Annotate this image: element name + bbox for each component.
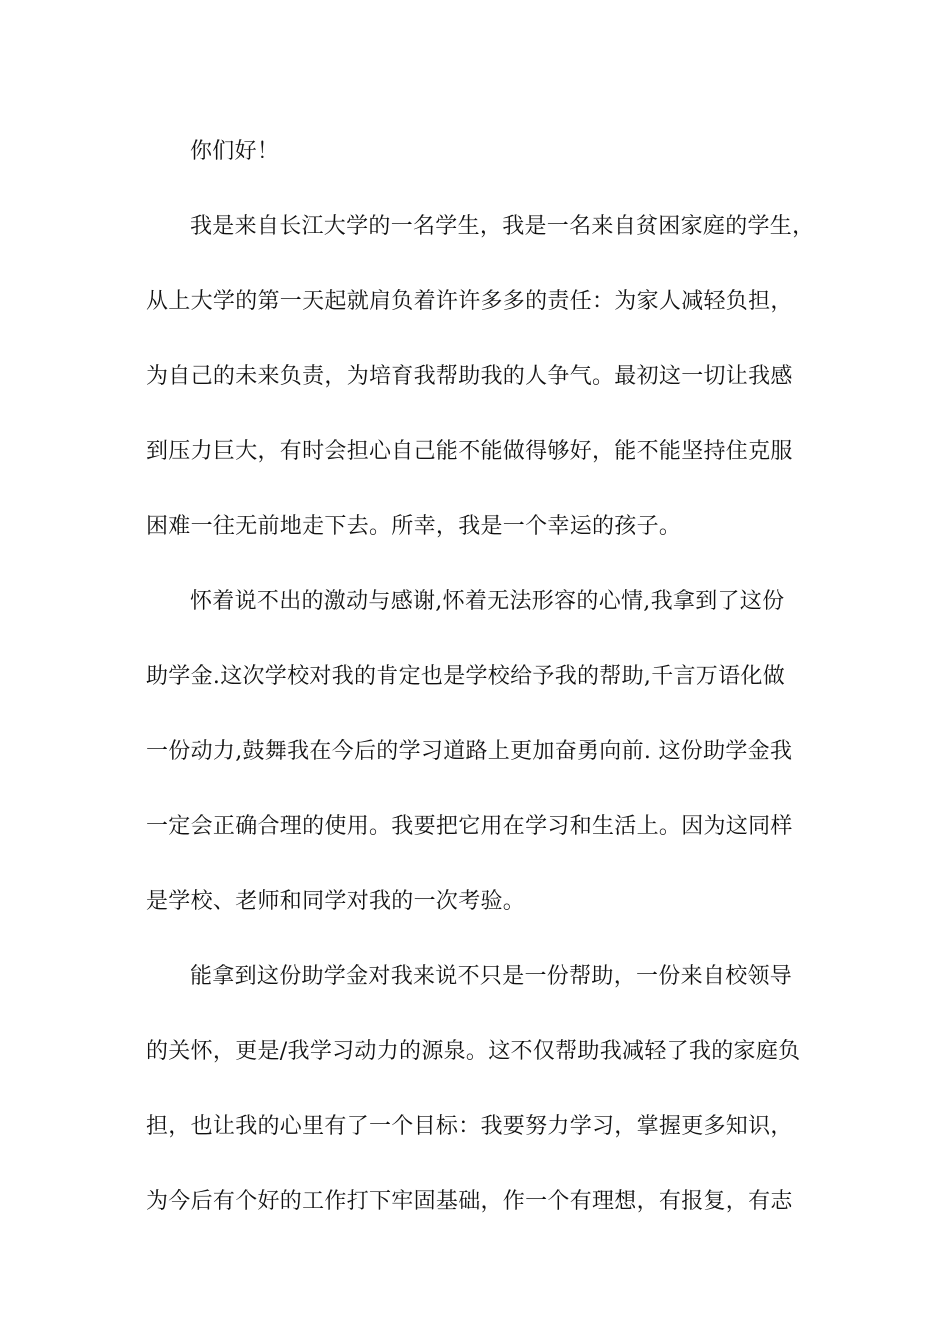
paragraph-2-line-4: 一定会正确合理的使用。我要把它用在学习和生活上。因为这同样 bbox=[146, 814, 793, 839]
paragraph-2-line-2: 助学金.这次学校对我的肯定也是学校给予我的帮助,千言万语化做 bbox=[146, 664, 785, 689]
paragraph-2-line-3: 一份动力,鼓舞我在今后的学习道路上更加奋勇向前. 这份助学金我 bbox=[146, 739, 793, 764]
paragraph-1-line-3: 为自己的未来负责，为培育我帮助我的人争气。最初这一切让我感 bbox=[146, 364, 793, 389]
greeting-line: 你们好！ bbox=[190, 139, 280, 164]
paragraph-3-line-4: 为今后有个好的工作打下牢固基础，作一个有理想，有报复，有志 bbox=[146, 1189, 793, 1214]
paragraph-3-line-2: 的关怀，更是/我学习动力的源泉。这不仅帮助我减轻了我的家庭负 bbox=[146, 1039, 801, 1064]
paragraph-2-line-5: 是学校、老师和同学对我的一次考验。 bbox=[146, 889, 526, 914]
paragraph-1-line-4: 到压力巨大，有时会担心自己能不能做得够好，能不能坚持住克服 bbox=[146, 439, 793, 464]
paragraph-3-line-3: 担，也让我的心里有了一个目标：我要努力学习，掌握更多知识， bbox=[146, 1114, 793, 1139]
paragraph-1-line-1: 我是来自长江大学的一名学生，我是一名来自贫困家庭的学生， bbox=[190, 214, 815, 239]
paragraph-1-line-5: 困难一往无前地走下去。所幸，我是一个幸运的孩子。 bbox=[146, 514, 682, 539]
paragraph-1-line-2: 从上大学的第一天起就肩负着许许多多的责任：为家人减轻负担， bbox=[146, 289, 793, 314]
paragraph-2-line-1: 怀着说不出的激动与感谢,怀着无法形容的心情,我拿到了这份 bbox=[190, 589, 785, 614]
paragraph-3-line-1: 能拿到这份助学金对我来说不只是一份帮助，一份来自校领导 bbox=[190, 964, 793, 989]
